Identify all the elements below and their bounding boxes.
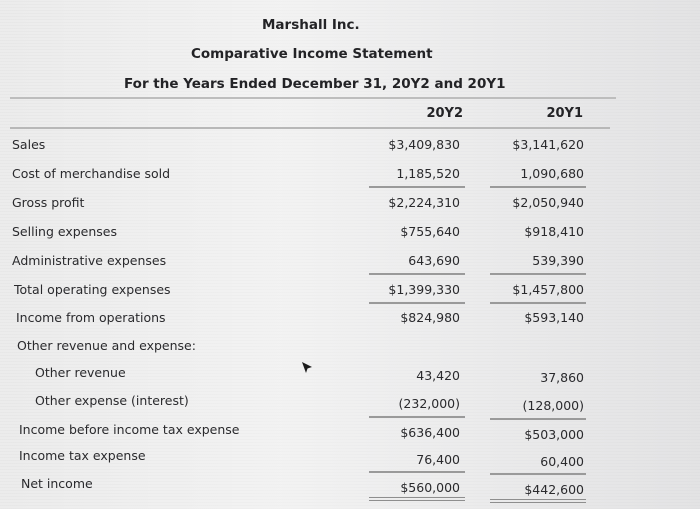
row-label: Income from operations — [16, 310, 166, 325]
statement-title: Comparative Income Statement — [191, 46, 433, 62]
value-20y2: $560,000 — [400, 480, 460, 495]
value-20y2: 1,185,520 — [396, 166, 460, 181]
value-20y2: $1,399,330 — [388, 282, 460, 297]
row-income-from-operations — [0, 310, 700, 330]
subtotal-rule — [369, 273, 465, 275]
row-label: Net income — [21, 476, 93, 491]
row-sales — [0, 137, 700, 157]
subtotal-rule — [490, 473, 586, 475]
value-20y1: $3,141,620 — [512, 137, 584, 152]
value-20y2: $755,640 — [400, 224, 460, 239]
row-label: Other expense (interest) — [35, 393, 189, 408]
value-20y1: 60,400 — [540, 454, 584, 469]
row-label: Income before income tax expense — [19, 422, 240, 437]
subtotal-rule — [369, 186, 465, 188]
value-20y1: $503,000 — [524, 427, 584, 442]
row-gross-profit — [0, 195, 700, 215]
value-20y1: $2,050,940 — [512, 195, 584, 210]
value-20y1: (128,000) — [522, 398, 584, 413]
subtotal-rule — [369, 302, 465, 304]
row-label: Selling expenses — [12, 224, 118, 239]
row-income-tax-expense — [0, 448, 700, 468]
total-double-rule — [490, 499, 586, 503]
value-20y2: 643,690 — [408, 253, 460, 268]
value-20y1: 539,390 — [532, 253, 584, 268]
total-double-rule — [369, 497, 465, 501]
row-net-income — [0, 476, 700, 496]
mouse-pointer-icon — [300, 361, 314, 375]
row-selling-expenses — [0, 224, 700, 244]
value-20y2: 43,420 — [416, 368, 460, 383]
statement-period: For the Years Ended December 31, 20Y2 and 20Y1 — [124, 76, 506, 92]
value-20y2: $2,224,310 — [388, 195, 460, 210]
subtotal-rule — [490, 418, 586, 420]
row-cost-of-merchandise-sold — [0, 166, 700, 186]
subtotal-rule — [490, 273, 586, 275]
row-label: Administrative expenses — [12, 253, 167, 268]
subtotal-rule — [369, 416, 465, 418]
value-20y1: $918,410 — [524, 224, 584, 239]
subtotal-rule — [490, 302, 586, 304]
row-other-revenue — [0, 365, 700, 385]
row-label: Other revenue and expense: — [17, 338, 196, 353]
subtotal-rule — [490, 186, 586, 188]
value-20y2: $636,400 — [400, 425, 460, 440]
value-20y2: 76,400 — [416, 452, 460, 467]
row-other-expense-interest — [0, 393, 700, 413]
row-total-operating-expenses — [0, 282, 700, 302]
subtotal-rule — [369, 471, 465, 473]
value-20y1: 37,860 — [540, 370, 584, 385]
value-20y1: $1,457,800 — [512, 282, 584, 297]
column-header-20y1: 20Y1 — [546, 106, 583, 121]
row-label: Other revenue — [35, 365, 126, 380]
row-income-before-income-tax-expense — [0, 422, 700, 442]
row-other-revenue-and-expense-heading — [0, 338, 700, 358]
value-20y1: $593,140 — [524, 310, 584, 325]
value-20y1: $442,600 — [524, 482, 584, 497]
company-name: Marshall Inc. — [262, 17, 360, 33]
column-header-20y2: 20Y2 — [426, 106, 463, 121]
value-20y2: $824,980 — [400, 310, 460, 325]
value-20y2: (232,000) — [398, 396, 460, 411]
header-rule — [10, 97, 616, 99]
value-20y2: $3,409,830 — [388, 137, 460, 152]
value-20y1: 1,090,680 — [520, 166, 584, 181]
row-label: Cost of merchandise sold — [12, 166, 171, 181]
column-header-rule — [10, 127, 610, 129]
row-label: Gross profit — [12, 195, 85, 210]
row-label: Income tax expense — [19, 448, 146, 463]
row-label: Sales — [12, 137, 46, 152]
row-label: Total operating expenses — [14, 282, 171, 297]
row-administrative-expenses — [0, 253, 700, 273]
